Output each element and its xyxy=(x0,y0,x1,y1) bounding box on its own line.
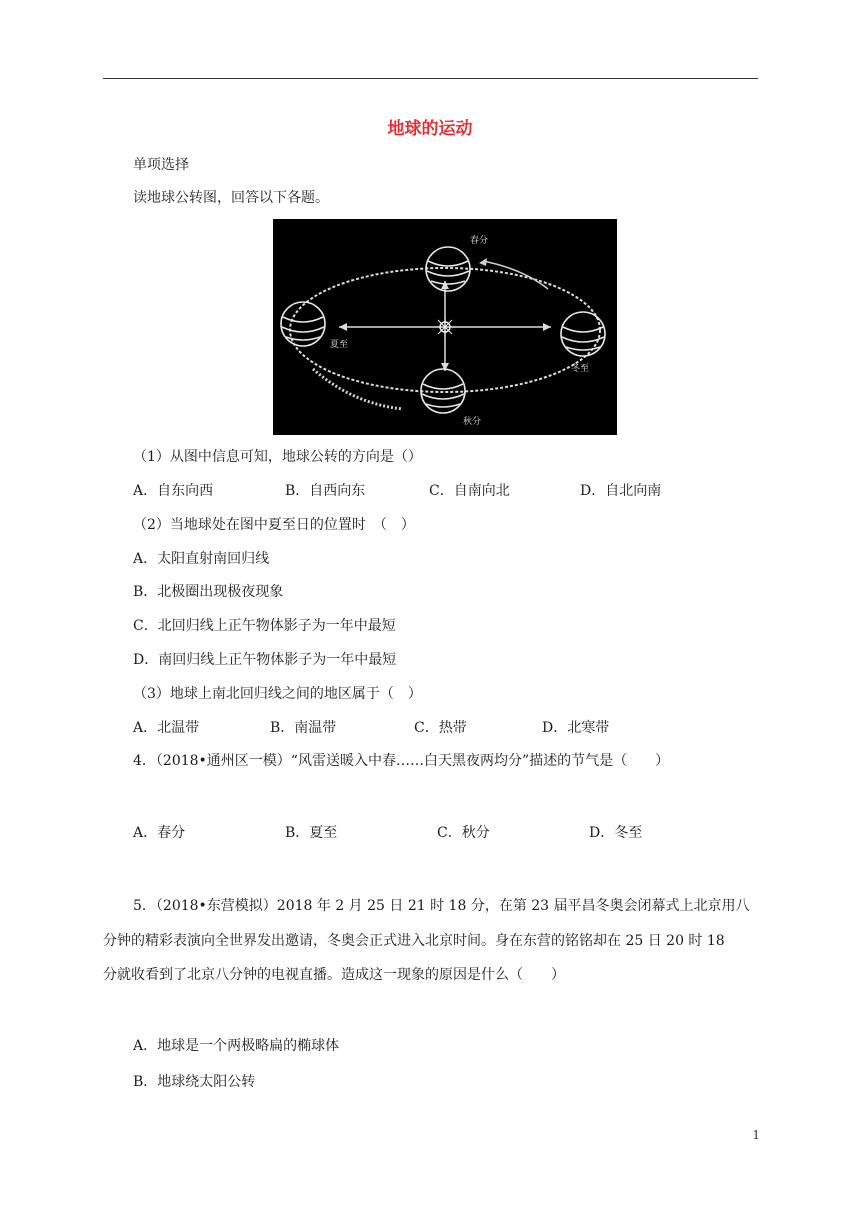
q3-option-c: C．热带 xyxy=(414,720,467,736)
intro-text: 读地球公转图，回答以下各题。 xyxy=(133,190,329,206)
earth-right xyxy=(561,312,605,356)
arrow-right xyxy=(543,323,551,331)
q1-option-a: A．自东向西 xyxy=(133,483,214,499)
header-rule xyxy=(103,78,758,79)
q4-option-a: A．春分 xyxy=(133,825,186,841)
q4-option-c: C．秋分 xyxy=(437,825,490,841)
label-left: 夏至 xyxy=(330,340,349,350)
sun-icon xyxy=(435,317,455,337)
q2-option-c: C．北回归线上正午物体影子为一年中最短 xyxy=(133,618,396,634)
q5-option-b: B．地球绕太阳公转 xyxy=(133,1074,256,1090)
q2-stem: （2）当地球处在图中夏至日的位置时 （ ） xyxy=(133,517,415,533)
q1-option-c: C．自南向北 xyxy=(429,483,510,499)
q4-stem: 4．（2018•通州区一模）“风雷送暖入中春……白天黑夜两均分”描述的节气是（ ） xyxy=(133,753,670,769)
q3-option-b: B．南温带 xyxy=(270,720,337,736)
q1-stem: （1）从图中信息可知，地球公转的方向是（） xyxy=(133,449,422,465)
q3-option-a: A．北温带 xyxy=(133,720,200,736)
q5-stem-line-2: 分钟的精彩表演向全世界发出邀请，冬奥会正式进入北京时间。身在东营的铭铭却在 25 日 20 时 18 xyxy=(103,933,725,949)
earth-revolution-diagram xyxy=(273,219,617,435)
q5-stem-line-1: 5．（2018•东营模拟）2018 年 2 月 25 日 21 时 18 分，在第 23 届平昌冬奥会闭幕式上北京用八 xyxy=(133,898,750,914)
earth-left xyxy=(281,302,325,346)
q4-option-b: B．夏至 xyxy=(285,825,338,841)
arrow-left xyxy=(339,323,347,331)
q5-option-a: A．地球是一个两极略扁的椭球体 xyxy=(133,1038,340,1054)
orbit-arrow-trail xyxy=(313,369,403,409)
q1-option-b: B．自西向东 xyxy=(285,483,366,499)
section-label: 单项选择 xyxy=(133,157,189,173)
q2-option-b: B．北极圈出现极夜现象 xyxy=(133,584,284,600)
q1-option-d: D．自北向南 xyxy=(580,483,662,499)
label-right: 冬至 xyxy=(571,364,590,374)
q3-option-d: D．北寒带 xyxy=(542,720,610,736)
q5-stem-line-3: 分就收看到了北京八分钟的电视直播。造成这一现象的原因是什么（ ） xyxy=(103,967,565,983)
label-bottom: 秋分 xyxy=(463,417,482,427)
q2-option-d: D．南回归线上正午物体影子为一年中最短 xyxy=(133,652,397,668)
label-top: 春分 xyxy=(470,236,489,246)
orbit-svg xyxy=(273,219,617,435)
q3-stem: （3）地球上南北回归线之间的地区属于（ ） xyxy=(133,686,422,702)
orbit-arrowhead xyxy=(479,258,487,266)
q4-option-d: D．冬至 xyxy=(589,825,643,841)
arrow-up xyxy=(441,281,449,289)
q2-option-a: A．太阳直射南回归线 xyxy=(133,551,270,567)
page-title: 地球的运动 xyxy=(387,119,473,139)
page-number: 1 xyxy=(752,1128,760,1142)
